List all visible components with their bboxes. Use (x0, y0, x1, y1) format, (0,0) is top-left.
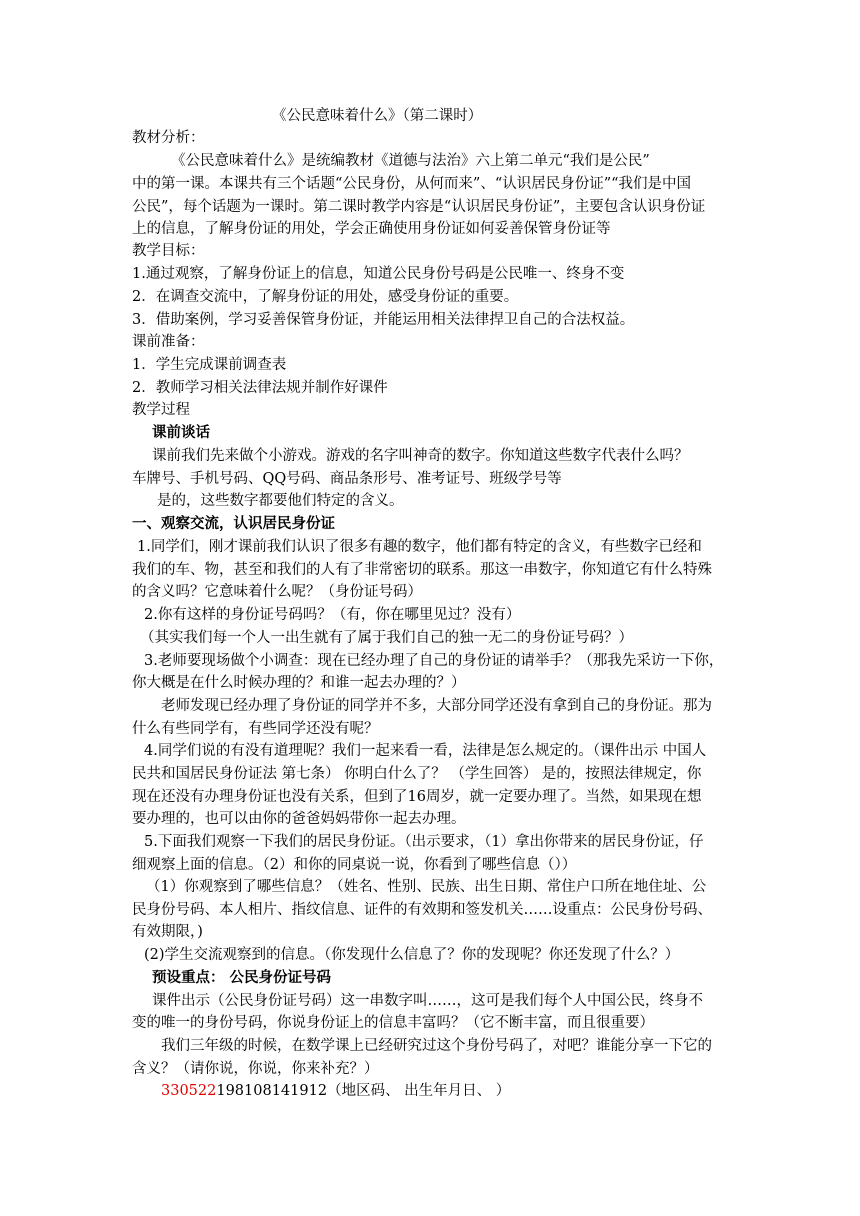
goal-item: 2．在调查交流中，了解身份证的用处，感受身份证的重要。 (132, 289, 519, 305)
body-line: (2)学生交流观察到的信息。（你发现什么信息了？你的发现呢？你还发现了什么？） (144, 947, 680, 963)
heading-process: 教学过程 (132, 402, 190, 418)
pre-talk-line: 车牌号、手机号码、QQ号码、商品条形号、准考证号、班级学号等 (132, 471, 562, 487)
body-line: 的含义吗？它意味着什么呢？（身份证号码） (132, 584, 422, 600)
pre-talk-line: 课前我们先来做个小游戏。游戏的名字叫神奇的数字。你知道这些数字代表什么吗？ (152, 448, 689, 464)
body-line: 5.下面我们观察一下我们的居民身份证。（出示要求，（1）拿出你带来的居民身份证，仔 (144, 834, 704, 850)
heading-part1: 一、观察交流，认识居民身份证 (132, 515, 335, 532)
goal-item: 3．借助案例，学习妥善保管身份证，并能运用相关法律捍卫自己的合法权益。 (132, 312, 635, 328)
heading-prep: 课前准备： (132, 334, 205, 350)
prep-item: 2．教师学习相关法律法规并制作好课件 (132, 380, 388, 396)
material-line: 上的信息，了解身份证的用处，学会正确使用身份证如何妥善保管身份证等 (132, 221, 611, 237)
goal-item: 1.通过观察，了解身份证上的信息，知道公民身份号码是公民唯一、终身不变 (132, 266, 625, 282)
body-line: 民身份号码、本人相片、指纹信息、证件的有效期和签发机关……设重点：公民身份号码、 (132, 902, 712, 918)
id-number-rest: 198108141912（地区码、 出生年月日、 ） (216, 1083, 511, 1099)
body-line: 3.老师要现场做个小调查：现在已经办理了自己的身份证的请举手？（那我先采访一下你， (144, 653, 724, 669)
body-line: 什么有些同学有，有些同学还没有呢？ (132, 721, 379, 737)
material-line: 中的第一课。本课共有三个话题“公民身份，从何而来”、“认识居民身份证”“我们是中国 (132, 176, 692, 192)
id-number-line (161, 1081, 510, 1101)
body-line: 课件出示（公民身份证号码）这一串数字叫……，这可是我们每个人中国公民，终身不 (152, 993, 703, 1009)
body-line: 现在还没有办理身份证也没有关系，但到了16周岁，就一定要办理了。当然，如果现在想 (132, 789, 702, 805)
heading-goals: 教学目标： (132, 243, 205, 259)
material-line: 《公民意味着什么》是统编教材《道德与法治》六上第二单元“我们是公民” (171, 153, 650, 169)
body-line: 1.同学们，刚才课前我们认识了很多有趣的数字，他们都有特定的含义，有些数字已经和 (137, 539, 702, 555)
body-line: （其实我们每一个人一出生就有了属于我们自己的独一无二的身份证号码？） (140, 630, 633, 646)
id-region-code: 330522 (161, 1083, 217, 1099)
body-line: 有效期限，) (132, 924, 203, 940)
body-line: 变的唯一的身份号码，你说身份证上的信息丰富吗？（它不断丰富，而且很重要） (132, 1015, 654, 1031)
pre-talk-line: 是的，这些数字都要他们特定的含义。 (157, 493, 404, 509)
body-line: 民共和国居民身份证法 第七条） 你明白什么了？ （学生回答） 是的，按照法律规定，你 (132, 766, 702, 782)
document-title: 《公民意味着什么》（第二课时） (272, 108, 483, 124)
body-line: 要办理的，也可以由你的爸爸妈妈带你一起去办理。 (132, 811, 466, 827)
body-line: 2.你有这样的身份证号码吗？（有，你在哪里见过？没有） (144, 607, 521, 623)
body-line: 细观察上面的信息。（2）和你的同桌说一说，你看到了哪些信息（）） (132, 857, 577, 873)
body-line: 我们三年级的时候，在数学课上已经研究过这个身份号码了，对吧？谁能分享一下它的 (161, 1038, 712, 1054)
body-line: 你大概是在什么时候办理的？和谁一起去办理的？） (132, 675, 466, 691)
body-line: 4.同学们说的有没有道理呢？我们一起来看一看，法律是怎么规定的。（课件出示 中国人 (144, 743, 707, 759)
prep-item: 1．学生完成课前调查表 (132, 357, 287, 373)
heading-material: 教材分析： (132, 130, 205, 146)
heading-pre-talk: 课前谈话 (152, 424, 210, 441)
body-line: 老师发现已经办理了身份证的同学并不多，大部分同学还没有拿到自己的身份证。那为 (161, 698, 712, 714)
body-line: 含义？（请你说，你说，你来补充？） (132, 1061, 379, 1077)
material-line: 公民”，每个话题为一课时。第二课时教学内容是“认识居民身份证”，主要包含认识身份证 (132, 199, 706, 215)
key-point-label: 预设重点： 公民身份证号码 (152, 969, 332, 986)
body-line: 我们的车、物，甚至和我们的人有了非常密切的联系。那这一串数字，你知道它有什么特殊 (132, 562, 712, 578)
body-line: （1）你观察到了哪些信息？（姓名、性别、民族、出生日期、常住户口所在地住址、公 (146, 879, 707, 895)
